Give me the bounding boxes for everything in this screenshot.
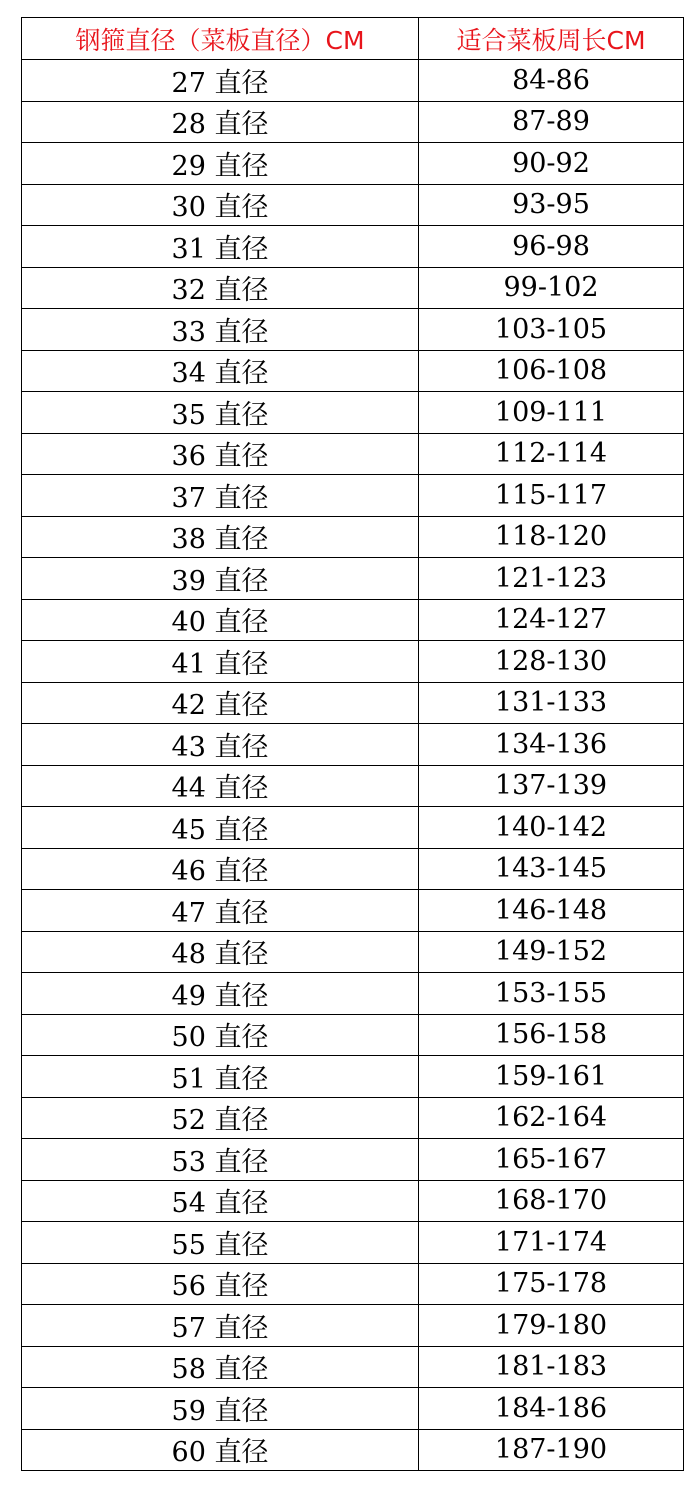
table-row [22, 433, 684, 475]
table-row [22, 267, 684, 309]
cell-hoop-diameter: 60 直径 [22, 1429, 419, 1471]
cell-hoop-diameter: 36 直径 [22, 433, 419, 475]
cell-hoop-diameter: 47 直径 [22, 890, 419, 932]
cell-hoop-diameter: 29 直径 [22, 143, 419, 185]
table-row [22, 60, 684, 102]
table-row [22, 1180, 684, 1222]
table-row [22, 558, 684, 600]
table-row [22, 973, 684, 1015]
cell-hoop-diameter: 40 直径 [22, 599, 419, 641]
cell-hoop-diameter: 41 直径 [22, 641, 419, 683]
cell-hoop-diameter: 51 直径 [22, 1056, 419, 1098]
cell-hoop-diameter: 57 直径 [22, 1305, 419, 1347]
cell-hoop-diameter: 27 直径 [22, 60, 419, 102]
cell-board-circumference: 149-152 [419, 931, 684, 973]
cell-hoop-diameter: 45 直径 [22, 807, 419, 849]
table-row [22, 516, 684, 558]
table-row [22, 931, 684, 973]
cell-board-circumference: 179-180 [419, 1305, 684, 1347]
cell-hoop-diameter: 54 直径 [22, 1180, 419, 1222]
table-row [22, 101, 684, 143]
cell-board-circumference: 143-145 [419, 848, 684, 890]
table-row [22, 475, 684, 517]
cell-board-circumference: 137-139 [419, 765, 684, 807]
table-row [22, 226, 684, 268]
cell-board-circumference: 181-183 [419, 1346, 684, 1388]
cell-hoop-diameter: 44 直径 [22, 765, 419, 807]
cell-hoop-diameter: 42 直径 [22, 682, 419, 724]
cell-hoop-diameter: 50 直径 [22, 1014, 419, 1056]
cell-board-circumference: 140-142 [419, 807, 684, 849]
cell-board-circumference: 168-170 [419, 1180, 684, 1222]
cell-hoop-diameter: 33 直径 [22, 309, 419, 351]
table-row [22, 890, 684, 932]
cell-hoop-diameter: 34 直径 [22, 350, 419, 392]
table-row [22, 1056, 684, 1098]
cell-hoop-diameter: 49 直径 [22, 973, 419, 1015]
table-row [22, 1222, 684, 1264]
cell-board-circumference: 96-98 [419, 226, 684, 268]
cell-board-circumference: 109-111 [419, 392, 684, 434]
cell-hoop-diameter: 58 直径 [22, 1346, 419, 1388]
table-row [22, 1097, 684, 1139]
cell-board-circumference: 184-186 [419, 1388, 684, 1430]
table-header [22, 18, 684, 60]
cell-board-circumference: 153-155 [419, 973, 684, 1015]
table-row [22, 682, 684, 724]
cell-board-circumference: 128-130 [419, 641, 684, 683]
table-row [22, 1429, 684, 1471]
cell-board-circumference: 187-190 [419, 1429, 684, 1471]
cell-hoop-diameter: 52 直径 [22, 1097, 419, 1139]
cell-board-circumference: 165-167 [419, 1139, 684, 1181]
cell-board-circumference: 131-133 [419, 682, 684, 724]
cell-hoop-diameter: 43 直径 [22, 724, 419, 766]
cell-board-circumference: 90-92 [419, 143, 684, 185]
cell-board-circumference: 115-117 [419, 475, 684, 517]
table-row [22, 350, 684, 392]
cell-hoop-diameter: 59 直径 [22, 1388, 419, 1430]
table-row [22, 807, 684, 849]
table-row [22, 848, 684, 890]
cell-board-circumference: 156-158 [419, 1014, 684, 1056]
cell-hoop-diameter: 48 直径 [22, 931, 419, 973]
cell-board-circumference: 93-95 [419, 184, 684, 226]
cell-board-circumference: 84-86 [419, 60, 684, 102]
cell-board-circumference: 146-148 [419, 890, 684, 932]
cell-hoop-diameter: 39 直径 [22, 558, 419, 600]
cell-hoop-diameter: 28 直径 [22, 101, 419, 143]
table-row [22, 1388, 684, 1430]
cell-hoop-diameter: 53 直径 [22, 1139, 419, 1181]
table-row [22, 1139, 684, 1181]
cell-board-circumference: 159-161 [419, 1056, 684, 1098]
cell-board-circumference: 118-120 [419, 516, 684, 558]
table-row [22, 1305, 684, 1347]
cell-board-circumference: 124-127 [419, 599, 684, 641]
cell-hoop-diameter: 30 直径 [22, 184, 419, 226]
column-header-hoop-diameter: 钢箍直径（菜板直径）CM [22, 18, 419, 60]
cell-hoop-diameter: 37 直径 [22, 475, 419, 517]
table-row [22, 1346, 684, 1388]
cell-hoop-diameter: 31 直径 [22, 226, 419, 268]
cell-hoop-diameter: 32 直径 [22, 267, 419, 309]
table-row [22, 392, 684, 434]
cell-board-circumference: 99-102 [419, 267, 684, 309]
size-table [21, 17, 684, 1471]
cell-hoop-diameter: 56 直径 [22, 1263, 419, 1305]
table-row [22, 641, 684, 683]
cell-hoop-diameter: 55 直径 [22, 1222, 419, 1264]
column-header-board-circumference: 适合菜板周长CM [419, 18, 684, 60]
table-row [22, 309, 684, 351]
table-row [22, 599, 684, 641]
table-row [22, 143, 684, 185]
cell-hoop-diameter: 35 直径 [22, 392, 419, 434]
table-row [22, 1263, 684, 1305]
table-row [22, 184, 684, 226]
table-header-row [22, 18, 684, 60]
table-row [22, 724, 684, 766]
cell-board-circumference: 87-89 [419, 101, 684, 143]
cell-board-circumference: 121-123 [419, 558, 684, 600]
table-row [22, 1014, 684, 1056]
cell-board-circumference: 171-174 [419, 1222, 684, 1264]
cell-board-circumference: 134-136 [419, 724, 684, 766]
table-body [22, 60, 684, 1471]
cell-board-circumference: 162-164 [419, 1097, 684, 1139]
cell-hoop-diameter: 38 直径 [22, 516, 419, 558]
cell-hoop-diameter: 46 直径 [22, 848, 419, 890]
cell-board-circumference: 175-178 [419, 1263, 684, 1305]
cell-board-circumference: 112-114 [419, 433, 684, 475]
table-row [22, 765, 684, 807]
cell-board-circumference: 106-108 [419, 350, 684, 392]
cell-board-circumference: 103-105 [419, 309, 684, 351]
